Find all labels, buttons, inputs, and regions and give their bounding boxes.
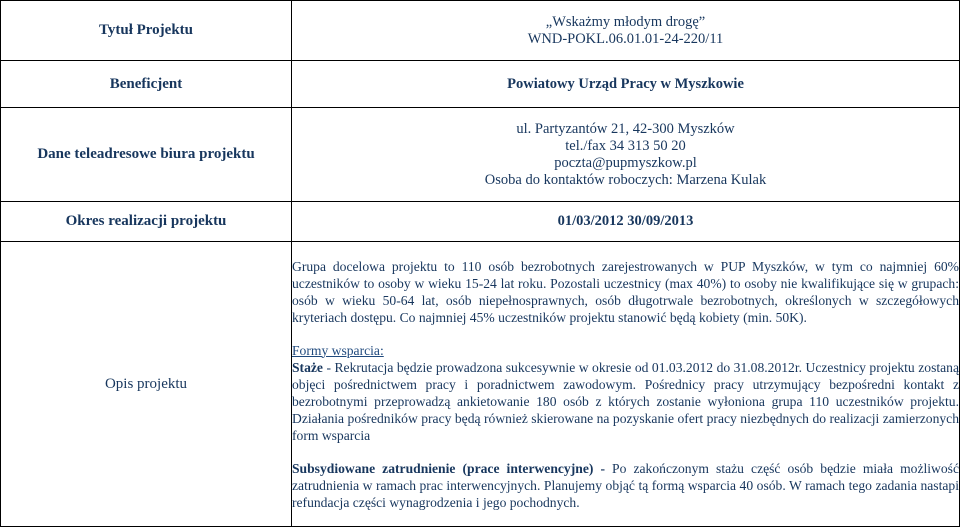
row-title	[1, 1, 960, 61]
subsidy-text: Po zakończonym stażu część osób będzie miała możliwość zatrudnienia w ramach prac interwencyjnych. Planujemy objąć tą formą wsparcia 40 osób. W ramach tego zadania nastapi refundacja części wynagrodzenia i jego pochodnych.	[292, 460, 959, 510]
row-period	[1, 202, 960, 242]
internship-title: Staże	[292, 359, 323, 375]
value-title	[292, 1, 960, 61]
contact-email: poczta@pupmyszkow.pl	[554, 154, 697, 171]
internship-paragraph	[292, 359, 959, 444]
label-title: Tytuł Projektu	[1, 1, 292, 61]
value-period: 01/03/2012 30/09/2013	[292, 202, 960, 242]
forms-heading	[292, 342, 959, 359]
project-code: WND-POKL.06.01.01-24-220/11	[527, 30, 724, 47]
label-contact: Dane teleadresowe biura projektu	[1, 108, 292, 202]
contact-address: ul. Partyzantów 21, 42-300 Myszków	[516, 120, 735, 137]
value-contact	[292, 108, 960, 202]
row-contact	[1, 108, 960, 202]
target-group-paragraph: Grupa docelowa projektu to 110 osób bezrobotnych zarejestrowanych w PUP Myszków, w tym co najmniej 60% uczestników to osoby w wieku 15-24 lat roku. Pozostali uczestnicy (max 40%) to osoby nie kwalifikujące się w grupach: osób w wieku 50-64 lat, osób niepełnosprawnych, osób długotrwale bezrobotnych, określonych w szczegółowych kryteriach dostępu. Co najmniej 45% uczestników projektu stanowić będą kobiety (min. 50K).	[292, 258, 959, 325]
value-beneficiary: Powiatowy Urząd Pracy w Myszkowie	[292, 61, 960, 108]
value-description	[292, 242, 960, 527]
label-period: Okres realizacji projektu	[1, 202, 292, 242]
label-description: Opis projektu	[1, 242, 292, 527]
row-beneficiary	[1, 61, 960, 108]
subsidy-paragraph	[292, 460, 959, 511]
paragraph-spacer	[292, 444, 959, 460]
paragraph-spacer	[292, 326, 959, 342]
forms-heading-text: Formy wsparcia:	[292, 342, 384, 358]
contact-phone: tel./fax 34 313 50 20	[565, 137, 686, 154]
subsidy-title: Subsydiowane zatrudnienie (prace interwencyjne) -	[292, 460, 605, 476]
row-description	[1, 242, 960, 527]
contact-person: Osoba do kontaktów roboczych: Marzena Kulak	[484, 171, 767, 188]
project-name: „Wskażmy młodym drogę”	[545, 13, 706, 30]
label-beneficiary: Beneficjent	[1, 61, 292, 108]
internship-text: - Rekrutacja będzie prowadzona sukcesywnie w okresie od 01.03.2012 do 31.08.2012r. Uczestnicy projektu zostaną objęci pośrednictwem pracy i poradnictwem zawodowym. Pośrednicy pracy utrzymujący bezpośredni kontakt z bezrobotnymi przeprowadzą ankietowanie 180 osób z których zostanie wyłoniona grupa 110 uczestników projektu. Działania pośredników pracy będą również skierowane na pozyskanie ofert pracy niezbędnych do realizacji zamierzonych form wsparcia	[292, 359, 959, 443]
